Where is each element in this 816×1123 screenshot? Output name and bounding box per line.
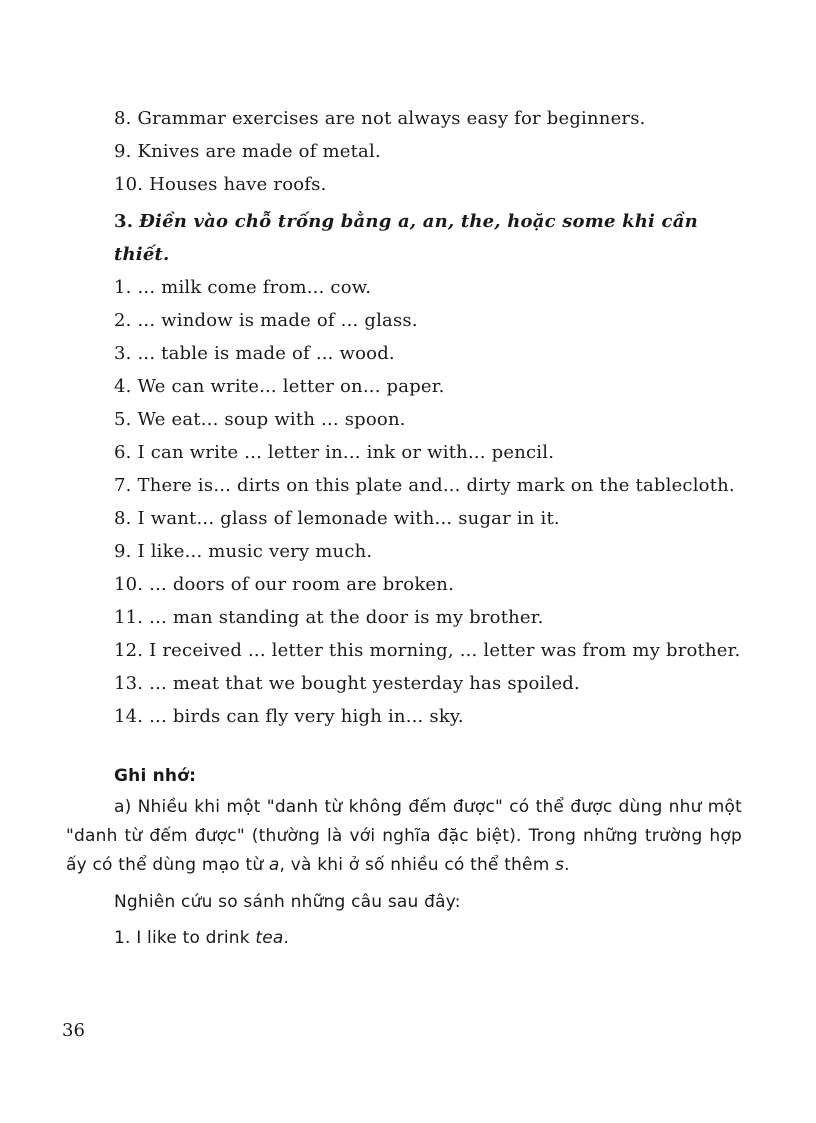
exercise-heading — [66, 205, 742, 271]
exercise-item: 3. ... table is made of ... wood. — [114, 343, 395, 364]
exercise-item: 2. ... window is made of ... glass. — [114, 310, 418, 331]
exercise-number: 3. — [114, 211, 134, 232]
exercise-item: 11. ... man standing at the door is my brother. — [114, 607, 544, 628]
exercise-item: 8. I want... glass of lemonade with... sugar in it. — [114, 508, 560, 529]
page-content — [66, 102, 742, 956]
exercise-item: 14. ... birds can fly very high in... sky. — [114, 706, 464, 727]
list-item: 8. Grammar exercises are not always easy for beginners. — [114, 108, 646, 129]
exercise-item: 12. I received ... letter this morning, ... letter was from my brother. — [114, 640, 741, 661]
example-prefix: 1. I like to drink — [114, 928, 256, 948]
list-item: 10. Houses have roofs. — [114, 174, 327, 195]
note-suffix: s — [555, 855, 565, 875]
note-text: , và khi ở số nhiều có thể thêm — [279, 855, 556, 875]
exercise-item: 7. There is... dirts on this plate and... dirty mark on the tablecloth. — [114, 475, 735, 496]
exercise-instruction: Điền vào chỗ trống bằng a, an, the, hoặc some khi cần thiết. — [114, 211, 698, 265]
note-heading: Ghi nhớ: — [114, 766, 197, 786]
note-text: . — [564, 855, 570, 875]
note-text: a) Nhiều khi một "danh từ không đếm được" có thể được dùng như một "danh từ đếm được" (thường là với nghĩa đặc biệt). Trong những trường hợp ấy có thể dùng mạo từ — [66, 797, 742, 875]
note-article: a — [268, 855, 280, 875]
exercise-item: 6. I can write ... letter in... ink or with... pencil. — [114, 442, 555, 463]
exercise-item: 4. We can write... letter on... paper. — [114, 376, 445, 397]
example-end: . — [283, 928, 290, 948]
exercise-item: 13. ... meat that we bought yesterday has spoiled. — [114, 673, 580, 694]
note-example — [66, 920, 742, 956]
section-spacer — [66, 733, 742, 760]
note-paragraph — [66, 793, 742, 884]
note-compare: Nghiên cứu so sánh những câu sau đây: — [114, 892, 461, 912]
exercise-item: 5. We eat... soup with ... spoon. — [114, 409, 406, 430]
list-item: 9. Knives are made of metal. — [114, 141, 381, 162]
exercise-item: 10. ... doors of our room are broken. — [114, 574, 454, 595]
example-word: tea — [255, 928, 284, 948]
exercise-item: 1. ... milk come from... cow. — [114, 277, 372, 298]
exercise-item: 9. I like... music very much. — [114, 541, 373, 562]
page-number: 36 — [62, 1020, 85, 1041]
